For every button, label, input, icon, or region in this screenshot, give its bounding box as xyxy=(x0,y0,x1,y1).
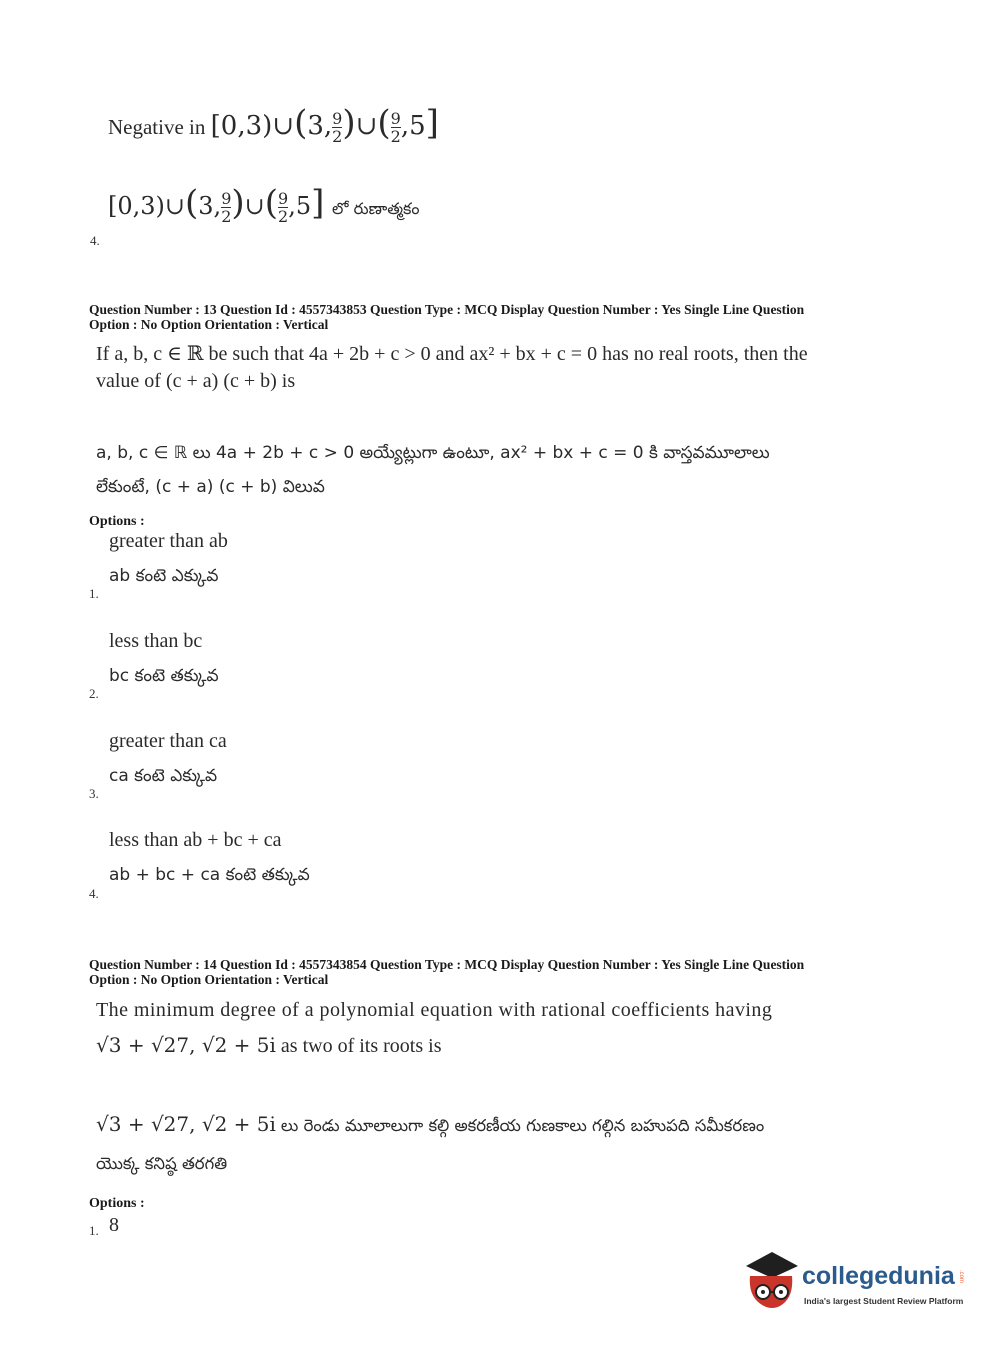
q14-te-roots: √3 + √27, √2 + 5i xyxy=(96,1112,276,1136)
q13-option-1[interactable] xyxy=(89,530,489,605)
q13-option-3-en: greater than ca xyxy=(109,730,227,752)
q13-meta-line1: Question Number : 13 Question Id : 4557343853 Question Type : MCQ Display Question Number : Yes Single Line Question xyxy=(89,302,805,317)
prev-option-te-suffix: లో రుణాత్మకం xyxy=(332,199,420,218)
q13-option-1-en: greater than ab xyxy=(109,530,228,552)
q13-option-4-en: less than ab + bc + ca xyxy=(109,829,282,851)
q13-option-3[interactable] xyxy=(89,730,489,805)
q13-option-2[interactable] xyxy=(89,630,489,705)
logo-com: .com xyxy=(958,1270,964,1284)
q14-en-line2 xyxy=(96,1028,886,1064)
q14-option-1-value: 8 xyxy=(109,1214,119,1236)
q14-en-roots: √3 + √27, √2 + 5i xyxy=(96,1033,276,1057)
mascot-icon xyxy=(742,1248,802,1314)
q13-option-2-te: bc కంటె తక్కువ xyxy=(109,666,219,686)
q14-te-line2: యొక్క కనిష్ఠ తరగతి xyxy=(96,1154,228,1173)
prev-option-te: [0,3)∪(3, $\frac{9}{2}$ )∪( $\frac{9}{2}$ ,5] లో రుణాత్మకం xyxy=(108,183,420,226)
q13-statement-te xyxy=(96,436,886,504)
q13-option-4[interactable] xyxy=(89,829,489,904)
q13-option-1-te: ab కంటె ఎక్కువ xyxy=(109,566,219,586)
q14-statement-te xyxy=(96,1105,886,1183)
logo-tagline: India's largest Student Review Platform xyxy=(804,1296,964,1306)
q13-option-4-number: 4. xyxy=(89,886,99,901)
q13-meta-line2: Option : No Option Orientation : Vertical xyxy=(89,317,329,332)
q14-meta-line2: Option : No Option Orientation : Vertical xyxy=(89,972,329,987)
prev-option-en-label: Negative in xyxy=(108,115,206,139)
q13-option-3-number: 3. xyxy=(89,786,99,801)
q14-statement-en xyxy=(96,993,886,1064)
q14-meta-line1: Question Number : 14 Question Id : 4557343854 Question Type : MCQ Display Question Number : Yes Single Line Question xyxy=(89,957,805,972)
q13-option-1-number: 1. xyxy=(89,586,99,601)
q13-option-2-en: less than bc xyxy=(109,630,203,652)
q13-te-line2: లేకుంటే, (c + a) (c + b) విలువ xyxy=(96,477,325,497)
q14-en-line2-tail: as two of its roots is xyxy=(280,1035,442,1057)
q14-en-line1: The minimum degree of a polynomial equation with rational coefficients having xyxy=(96,999,773,1021)
q14-te-line1 xyxy=(96,1105,886,1145)
q13-meta xyxy=(89,302,889,332)
q13-options-label: Options : xyxy=(89,514,145,529)
q13-en-line2: value of (c + a) (c + b) is xyxy=(96,370,296,392)
prev-option-4 xyxy=(88,95,538,255)
collegedunia-logo xyxy=(742,1248,972,1318)
logo-title: collegedunia xyxy=(802,1262,955,1290)
q13-te-line1: a, b, c ∈ ℝ లు 4a + 2b + c > 0 అయ్యేట్లుగా ఉంటూ, ax² + bx + c = 0 కి వాస్తవమూలాలు xyxy=(96,443,770,463)
q14-option-1[interactable] xyxy=(89,1214,289,1244)
prev-option-en: Negative in [0,3)∪(3, $\frac{9}{2}$ )∪( $\frac{9}{2}$ ,5] xyxy=(108,103,439,146)
q14-meta xyxy=(89,957,889,987)
q14-option-1-number: 1. xyxy=(89,1223,99,1238)
q14-te-line1-tail: లు రెండు మూలాలుగా కల్గి అకరణీయ గుణకాలు గల్గిన బహుపది సమీకరణం xyxy=(280,1116,765,1135)
q14-options-label: Options : xyxy=(89,1196,145,1211)
q13-en-line1: If a, b, c ∈ ℝ be such that 4a + 2b + c > 0 and ax² + bx + c = 0 has no real roots, then the xyxy=(96,343,808,365)
q13-option-2-number: 2. xyxy=(89,686,99,701)
q13-option-4-te: ab + bc + ca కంటె తక్కువ xyxy=(109,865,310,885)
prev-option-number: 4. xyxy=(90,233,100,248)
q13-statement-en xyxy=(96,341,886,395)
q13-option-3-te: ca కంటె ఎక్కువ xyxy=(109,766,218,786)
